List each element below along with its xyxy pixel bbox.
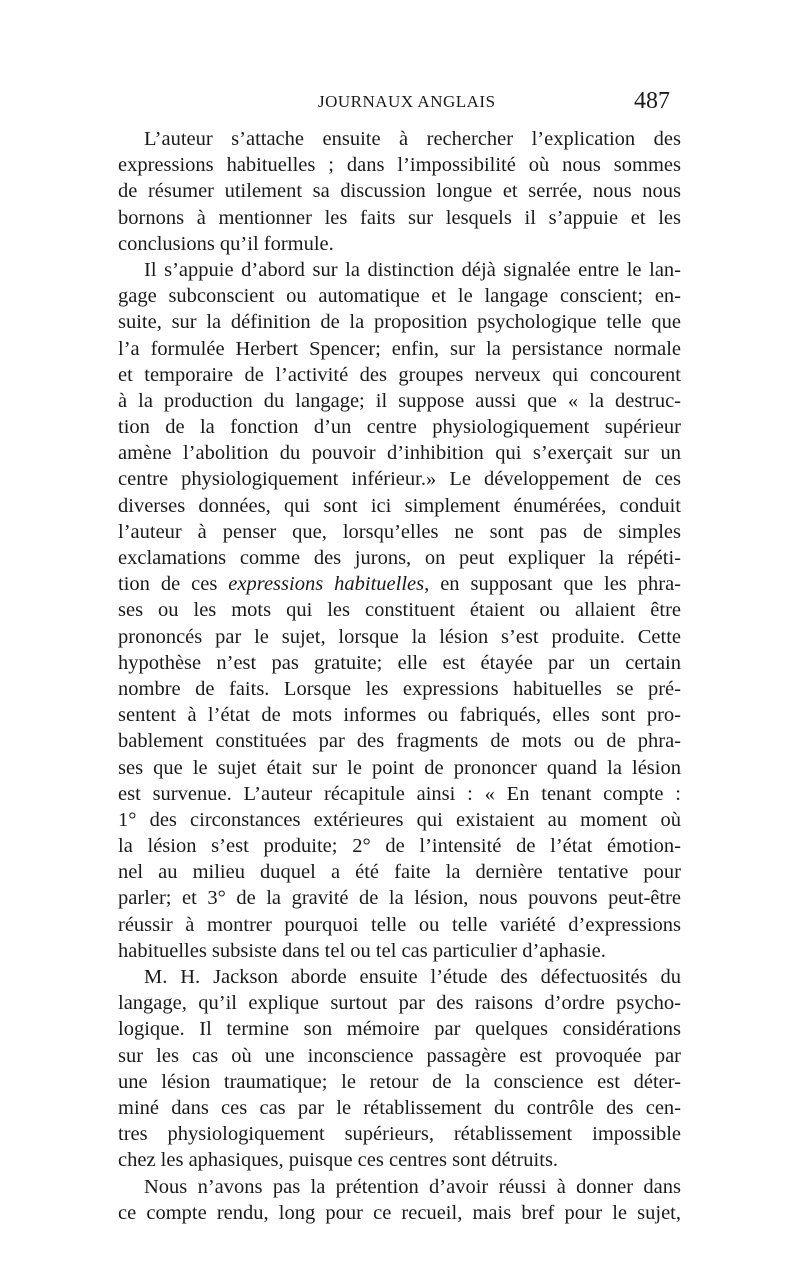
text-line: 1° des circonstances extérieures qui existaient au moment où	[118, 808, 681, 831]
text-line: nel au milieu duquel a été faite la dernière tentative pour	[118, 861, 681, 884]
text-line: tion de la fonction d’un centre physiologiquement supérieur	[118, 416, 681, 439]
text-line: ses ou les mots qui les constituent étaient ou allaient être	[118, 599, 681, 622]
running-title: JOURNAUX ANGLAIS	[318, 92, 496, 111]
text-line: diverses données, qui sont ici simplement énumérées, conduit	[118, 494, 681, 517]
text-line: ses que le sujet était sur le point de prononcer quand la lésion	[118, 756, 681, 779]
text-line: expressions habituelles ; dans l’impossibilité où nous sommes	[118, 154, 681, 177]
text-line: exclamations comme des jurons, on peut expliquer la répéti-	[118, 547, 681, 569]
page-number: 487	[634, 88, 670, 114]
text-line: tion de ces expressions habituelles, en supposant que les phra-	[118, 573, 681, 596]
text-line: sur les cas où une inconscience passagère est provoquée par	[118, 1044, 681, 1067]
text-line: à la production du langage; il suppose aussi que « la destruc-	[118, 389, 681, 412]
text-line: et temporaire de l’activité des groupes nerveux qui concourent	[118, 363, 681, 386]
text-line: bablement constituées par des fragments de mots ou de phra-	[118, 730, 681, 753]
text-line: prononcés par le sujet, lorsque la lésion s’est produite. Cette	[118, 625, 681, 648]
text-line: chez les aphasiques, puisque ces centres sont détruits.	[118, 1149, 559, 1172]
text-line: langage, qu’il explique surtout par des raisons d’ordre psycho-	[118, 992, 681, 1015]
text-line: gage subconscient ou automatique et le langage conscient; en-	[118, 285, 681, 308]
text-line: suite, sur la définition de la proposition psychologique telle que	[118, 311, 681, 334]
text-line: miné dans ces cas par le rétablissement du contrôle des cen-	[118, 1096, 681, 1119]
text-line: ce compte rendu, long pour ce recueil, mais bref pour le sujet,	[118, 1201, 681, 1224]
text-line: centre physiologiquement inférieur.» Le développement de ces	[118, 468, 681, 491]
text-line: sentent à l’état de mots informes ou fabriqués, elles sont pro-	[118, 704, 681, 727]
text-line: Nous n’avons pas la prétention d’avoir réussi à donner dans	[144, 1175, 681, 1198]
text-line: réussir à montrer pourquoi telle ou telle variété d’expressions	[118, 913, 681, 936]
text-line: M. H. Jackson aborde ensuite l’étude des défectuosités du	[144, 966, 681, 988]
text-line: L’auteur s’attache ensuite à rechercher l’explication des	[144, 128, 681, 150]
text-line: tres physiologiquement supérieurs, rétablissement impossible	[118, 1123, 681, 1146]
body-text	[118, 126, 681, 1226]
text-line: l’auteur à penser que, lorsqu’elles ne sont pas de simples	[118, 520, 681, 543]
text-line: conclusions qu’il formule.	[118, 232, 334, 255]
text-line: la lésion s’est produite; 2° de l’intensité de l’état émotion-	[118, 835, 681, 858]
text-line: hypothèse n’est pas gratuite; elle est étayée par un certain	[118, 651, 681, 674]
text-line: est survenue. L’auteur récapitule ainsi : « En tenant compte :	[118, 782, 681, 805]
page-header	[118, 88, 678, 122]
text-line: l’a formulée Herbert Spencer; enfin, sur la persistance normale	[118, 337, 681, 360]
text-line: Il s’appuie d’abord sur la distinction déjà signalée entre le lan-	[144, 258, 681, 281]
text-line: bornons à mentionner les faits sur lesquels il s’appuie et les	[118, 206, 681, 229]
text-line: nombre de faits. Lorsque les expressions habituelles se pré-	[118, 677, 681, 700]
text-line: habituelles subsiste dans tel ou tel cas particulier d’aphasie.	[118, 939, 606, 962]
text-line: parler; et 3° de la gravité de la lésion, nous pouvons peut-être	[118, 887, 681, 910]
text-line: amène l’abolition du pouvoir d’inhibition qui s’exerçait sur un	[118, 442, 681, 465]
text-line: de résumer utilement sa discussion longue et serrée, nous nous	[118, 180, 681, 203]
text-line: une lésion traumatique; le retour de la conscience est déter-	[118, 1070, 681, 1093]
text-line: logique. Il termine son mémoire par quelques considérations	[118, 1018, 681, 1041]
